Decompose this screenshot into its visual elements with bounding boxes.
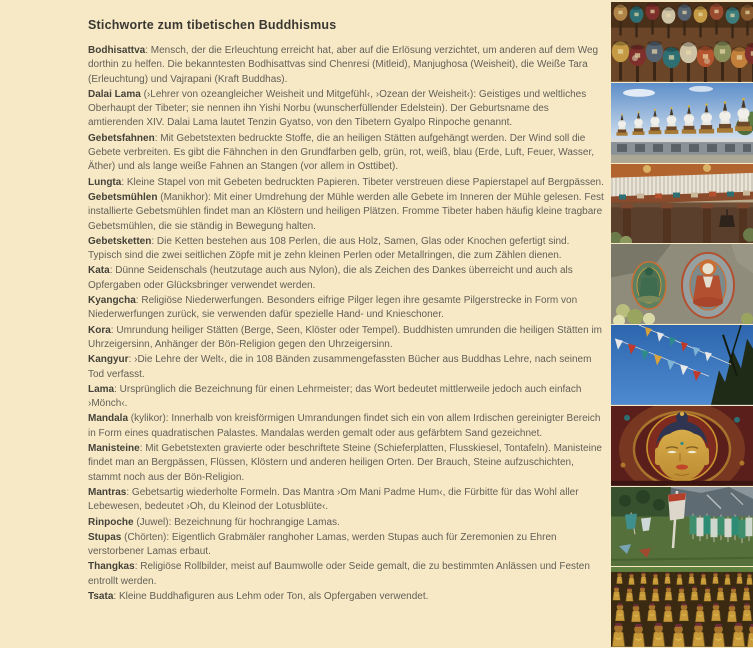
glossary-entry-gebetsketten — [88, 235, 605, 264]
glossary-entry-manisteine — [88, 442, 605, 485]
glossary-term: Kangyur — [88, 354, 129, 366]
rock-paintings-illustration — [611, 244, 753, 324]
photo-mountain-prayer-flags — [611, 487, 753, 567]
glossary-definition: (›Lehrer von ozeangleicher Weisheit und Mitgefühl‹, ›Ozean der Weisheit‹): Geistiges und weltliches Oberhaupt der Tibeter; sie nennen ihn Yishi Norbu (wunscherfüllender Edelstein). Der Geburtsname des amtierenden XIV. Dalai Lama lautet Tenzin Gyatso, von den Tibetern Gyalpo Rinpoche genannt. — [88, 88, 587, 129]
glossary-term: Tsata — [88, 590, 114, 602]
glossary-term: Kora — [88, 324, 111, 336]
glossary-term: Gebetsketten — [88, 235, 152, 247]
glossary-definition: : Religiöse Rollbilder, meist auf Baumwolle oder Seide gemalt, die zu bestimmten Anlässen und Festen entrollt werden. — [88, 561, 590, 587]
glossary-definition: : Mit Gebetstexten gravierte oder beschriftete Steine (Schieferplatten, Flusskiesel, Tontafeln). Manisteine findet man an Bergpässen, Flüssen, Klöstern und anderen heiligen Orten. Der Brauch, Steine aufzuschichten, stammt noch aus der Bön-Religion. — [88, 443, 602, 483]
glossary-definition: (Juwel): Bezeichnung für hochrangige Lamas. — [133, 516, 340, 528]
glossary-definition: : ›Die Lehre der Welt‹, die in 108 Bänden zusammengefassten Bücher aus Buddhas Lehre, nach seinem Tod verfasst. — [88, 354, 592, 380]
glossary-entry-gebetsmuehlen — [88, 191, 605, 234]
glossary-term: Kyangcha — [88, 295, 136, 307]
glossary-term: Thangkas — [88, 561, 135, 573]
glossary-definition: : Religiöse Niederwerfungen. Besonders eifrige Pilger legen ihre gesamte Pilgerstrecke in Form von Niederwerfungen zurück, sie verwenden dafür spezielle Hand- und Knieschoner. — [88, 295, 578, 321]
glossary-term: Rinpoche — [88, 516, 134, 528]
prayer-flags-illustration — [611, 325, 753, 405]
photo-golden-buddha-face — [611, 406, 753, 486]
glossary-definition: : Mit Gebetstexten bedruckte Stoffe, die an heiligen Stätten aufgehängt werden. Der Wind soll die Gebete verbreiten. Es gibt die Fähnchen in den Grundfarben gelb, grün, rot, weiß, blau (Erde, Luft, Feuer, Wasser, Äther) und als lange weiße Fahnen an Stangen (vor allem in Osttibet). — [88, 132, 595, 173]
photo-monastery-eaves — [611, 164, 753, 244]
glossary-definition: : Umrundung heiliger Stätten (Berge, Seen, Klöster oder Tempel). Buddhisten umrunden die heiligen Stätten im Uhrzeigersinn, Anhänger der Bön-Religion gegen den Uhrzeigersinn. — [88, 324, 603, 350]
glossary-definition: : Gebetsartig wiederholte Formeln. Das Mantra ›Om Mani Padme Hum‹, die Fürbitte für das Wohl aller Lebewesen, bedeutet ›Oh, du Kleinod der Lotusblüte‹. — [88, 486, 579, 513]
photo-prayer-flags-sky — [611, 325, 753, 405]
glossary-definition: (Chörten): Eigentlich Grabmäler ranghoher Lamas, werden Stupas auch für Zeremonien zu Ehren verstorbener Lamas erbaut. — [88, 531, 557, 558]
glossary-definition: (kylikor): Innerhalb von kreisförmigen Umrandungen findet sich ein von allem Irdischen gereinigter Bereich in Form eines quadratischen Palastes. Mandalas werden gemalt oder aus gefärbtem Sand gezeichnet. — [88, 413, 601, 439]
glossary-term: Lama — [88, 383, 115, 395]
mountain-flags-illustration — [611, 487, 753, 567]
glossary-term: Bodhisattva — [88, 45, 146, 56]
glossary-definition: : Die Ketten bestehen aus 108 Perlen, die aus Holz, Samen, Glas oder Knochen gefertigt sind. Typisch sind die zwei seitlichen Zöpfe mit je zehn kleinen Perlen oder Metallringen, die zum Zählen dienen. — [88, 235, 570, 262]
stupas-illustration — [611, 83, 753, 163]
glossary-term: Dalai Lama — [88, 88, 141, 100]
glossary-entry-lungta — [88, 176, 605, 190]
photo-prayer-wheels-market — [611, 2, 753, 82]
glossary-term: Gebetsmühlen — [88, 191, 158, 203]
glossary-term: Stupas — [88, 531, 122, 543]
prayer-wheels-illustration — [611, 2, 753, 82]
glossary-entry-mandala — [88, 412, 605, 441]
monastery-eaves-illustration — [611, 164, 753, 244]
glossary-entry-kata — [88, 264, 605, 293]
glossary-entry-kora — [88, 324, 605, 353]
glossary-definition: : Kleine Stapel von mit Gebeten bedruckten Papieren. Tibeter verstreuen diese Papierstapel auf Bergpässen. — [121, 176, 604, 188]
glossary-definition: (Manikhor): Mit einer Umdrehung der Mühle werden alle Gebete im Inneren der Mühle gelesen. Fest installierte Gebetsmühlen findet man an Klöstern und heiligen Plätzen. Fromme Tibeter haben häufig kleine tragbare Gebetsmühlen, die sie ständig in Bewegung halten. — [88, 191, 604, 232]
glossary-panel — [88, 18, 605, 605]
glossary-definition: : Kleine Buddhafiguren aus Lehm oder Ton, als Opfergaben verwendet. — [113, 590, 429, 602]
glossary-entry-rinpoche — [88, 516, 605, 530]
golden-buddha-illustration — [611, 406, 753, 486]
glossary-term: Mandala — [88, 413, 129, 425]
glossary-entry-bodhisattva — [88, 44, 605, 87]
glossary-entry-lama — [88, 383, 605, 412]
glossary-definition: : Dünne Seidenschals (heutzutage auch aus Nylon), die als Zeichen des Dankes überreicht und auch als Opfergaben oder Glücksbringer verwendet werden. — [88, 265, 573, 291]
glossary-term: Gebetsfahnen — [88, 132, 155, 144]
buddha-figurines-illustration — [611, 567, 753, 647]
glossary-entry-thangkas — [88, 560, 605, 589]
glossary-entry-dalai-lama — [88, 88, 605, 131]
photo-golden-buddha-figurines — [611, 567, 753, 647]
glossary-term: Lungta — [88, 176, 122, 188]
page-title: Stichworte zum tibetischen Buddhismus — [88, 18, 337, 32]
glossary-entry-gebetsfahnen — [88, 132, 605, 175]
glossary-term: Kata — [88, 265, 110, 277]
photo-strip — [611, 2, 753, 648]
photo-white-stupas-row — [611, 83, 753, 163]
glossary-entry-tsata — [88, 590, 605, 604]
glossary-definition: : Ursprünglich die Bezeichnung für einen Lehrmeister; das Wort bedeutet mittlerweile jedoch auch einfach ›Mönch‹. — [88, 383, 582, 410]
glossary-term: Manisteine — [88, 443, 140, 455]
glossary-entry-stupas — [88, 531, 605, 560]
glossary-entry-kangyur — [88, 353, 605, 382]
glossary-entry-kyangcha — [88, 294, 605, 323]
glossary-definition: : Mensch, der die Erleuchtung erreicht hat, aber auf die Erlösung verzichtet, um anderen auf dem Weg dorthin zu helfen. Die bekanntesten Bodhisattvas sind Chenresi (Mitleid), Manjughosa (Weisheit), die Weiße Tara (Erleuchtung) und Vajrapani (Kraft Buddhas). — [88, 45, 599, 85]
photo-rock-painted-buddhas — [611, 244, 753, 324]
glossary-entry-mantras — [88, 486, 605, 515]
glossary-term: Mantras — [88, 486, 127, 498]
